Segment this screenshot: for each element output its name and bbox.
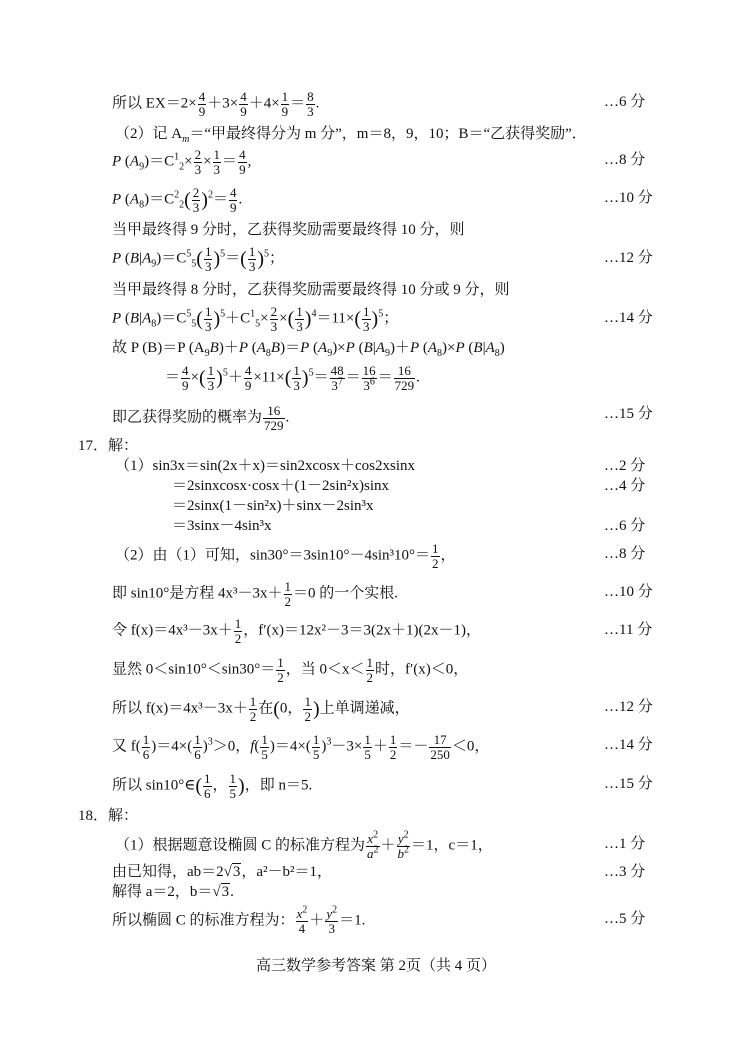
let-f-line: 令 f(x)＝4x³－3x＋ $\frac{1}{2}$ ，f′(x)＝12x²－3＝3(2x＋1)(2x－1)， bbox=[112, 616, 481, 646]
when9-line: 当甲最终得 9 分时，乙获得奖励需要最终得 10 分，则 bbox=[112, 222, 465, 238]
pa8-line: P $(A_8)=C^2_2$( $\frac{2}{3}$ )$^2$＝ $\frac{4}{9}$ . bbox=[112, 185, 243, 215]
prob-conclusion: 即乙获得奖励的概率为 $\frac{16}{729}$ . bbox=[112, 403, 290, 433]
clearly-line: 显然 0＜sin10°＜sin30°＝ $\frac{1}{2}$ ，当 0＜x＜ $\frac{1}{2}$ 时，f′(x)＜0， bbox=[112, 655, 469, 685]
ex-line: 所以 EX＝2× $\frac{4}{9}$ ＋3× $\frac{4}{9}$ ＋4× $\frac{1}{9}$ ＝ $\frac{8}{3}$ . bbox=[112, 89, 320, 119]
score: …8 分 bbox=[604, 546, 646, 562]
page-footer: 高三数学参考答案 第 2页（共 4 页） bbox=[255, 958, 496, 974]
score: …12 分 bbox=[604, 699, 653, 715]
score: …6 分 bbox=[604, 94, 646, 110]
pb-calc-line: ＝ $\frac{4}{9}$ ×( $\frac{1}{3}$ )$^5$＋ $\frac{4}{9}$ ×11×( $\frac{1}{3}$ )$^5$＝ $\frac{48}{3^7}$ ＝ $\frac{16}{3^6}$ ＝ $\frac{16}{729}$ . bbox=[165, 363, 420, 393]
score: …1 分 bbox=[604, 836, 646, 852]
pb-line: 故 P (B)＝P $(A_9B)+P$ $(A_8B)=P$ $(A_9)\times P$ $(B|A_9)+P$ $(A_8)\times P$ $(B|A_8)$ bbox=[112, 340, 505, 359]
q18-p1: （1）根据题意设椭圆 C 的标准方程为 $\frac{x^2}{a^2}$ ＋ $\frac{y^2}{b^2}$ ＝1，c＝1， bbox=[115, 829, 493, 861]
so-n-line: 所以 sin10°∈( $\frac{1}{6}$ ， $\frac{1}{5}$ )，即 n＝5. bbox=[112, 771, 313, 801]
ellipse-eq-line: 所以椭圆 C 的标准方程为： $\frac{x^2}{4}$ ＋ $\frac{y^2}{3}$ ＝1. bbox=[112, 904, 366, 936]
score: …10 分 bbox=[604, 584, 653, 600]
pba9-line: P $(B|A_9)=C^5_5$( $\frac{1}{3}$ )$^5$＝( $\frac{1}{3}$ )$^5$； bbox=[112, 244, 285, 274]
score: …15 分 bbox=[604, 776, 653, 792]
pa9-line: P $(A_9)=C^1_2\times$ $\frac{2}{3}$ × $\frac{1}{3}$ ＝ $\frac{4}{9}$ , bbox=[112, 147, 252, 177]
score: …4 分 bbox=[604, 478, 646, 494]
q17-p1-l3: ＝2sinx(1－sin²x)＋sinx－2sin³x bbox=[172, 498, 374, 514]
score: …5 分 bbox=[604, 911, 646, 927]
score: …10 分 bbox=[604, 190, 653, 206]
score: …6 分 bbox=[604, 518, 646, 534]
when8-line: 当甲最终得 8 分时，乙获得奖励需要最终得 10 分或 9 分，则 bbox=[112, 282, 510, 298]
define-line: （2）记 $A_m=“$甲最终得分为 m 分”，m＝8，9，10；B＝“乙获得奖励”． bbox=[115, 126, 587, 145]
q17-p1-l2: ＝2sinxcosx·cosx＋(1－2sin²x)sinx bbox=[172, 478, 389, 494]
score: …8 分 bbox=[604, 152, 646, 168]
score: …14 分 bbox=[604, 737, 653, 753]
score: …3 分 bbox=[604, 864, 646, 880]
q17-p2: （2）由（1）可知，sin30°＝3sin10°－4sin³10°＝ $\frac{1}{2}$ ， bbox=[115, 541, 456, 571]
q17-p1-l1: （1）sin3x＝sin(2x＋x)＝sin2xcosx＋cos2xsinx bbox=[115, 458, 416, 474]
also-line: 又 f( $\frac{1}{6}$ )＝4×( $\frac{1}{6}$ )$^3$＞0，f( $\frac{1}{5}$ )＝4×( $\frac{1}{5}$ )$^3$－3× $\frac{1}{5}$ ＋ $\frac{1}{2}$ ＝－ $\frac{17}{250}$ ＜0， bbox=[112, 732, 490, 762]
score: …2 分 bbox=[604, 458, 646, 474]
q17-heading: 17．解： bbox=[78, 438, 139, 454]
mono-line: 所以 f(x)＝4x³－3x＋ $\frac{1}{2}$ 在(0， $\frac{1}{2}$ )上单调递减， bbox=[112, 694, 410, 724]
score: …14 分 bbox=[604, 310, 653, 326]
root-line: 即 sin10°是方程 4x³－3x＋ $\frac{1}{2}$ ＝0 的一个实根. bbox=[112, 579, 399, 609]
pba8-line: P $(B|A_8)=C^5_5$( $\frac{1}{3}$ )$^5+C^1_5\times$ $\frac{2}{3}$ ×( $\frac{1}{3}$ )$^4$＝11×( $\frac{1}{3}$ )$^5$； bbox=[112, 304, 399, 334]
solve-line: 解得 a＝2，b＝√3. bbox=[112, 884, 234, 900]
score: …11 分 bbox=[604, 622, 653, 638]
q18-heading: 18．解： bbox=[78, 808, 139, 824]
score: …15 分 bbox=[604, 406, 653, 422]
score: …12 分 bbox=[604, 250, 653, 266]
known-line: 由已知得，ab＝2√3，a²－b²＝1， bbox=[112, 864, 333, 880]
q17-p1-l4: ＝3sinx－4sin³x bbox=[172, 518, 272, 534]
